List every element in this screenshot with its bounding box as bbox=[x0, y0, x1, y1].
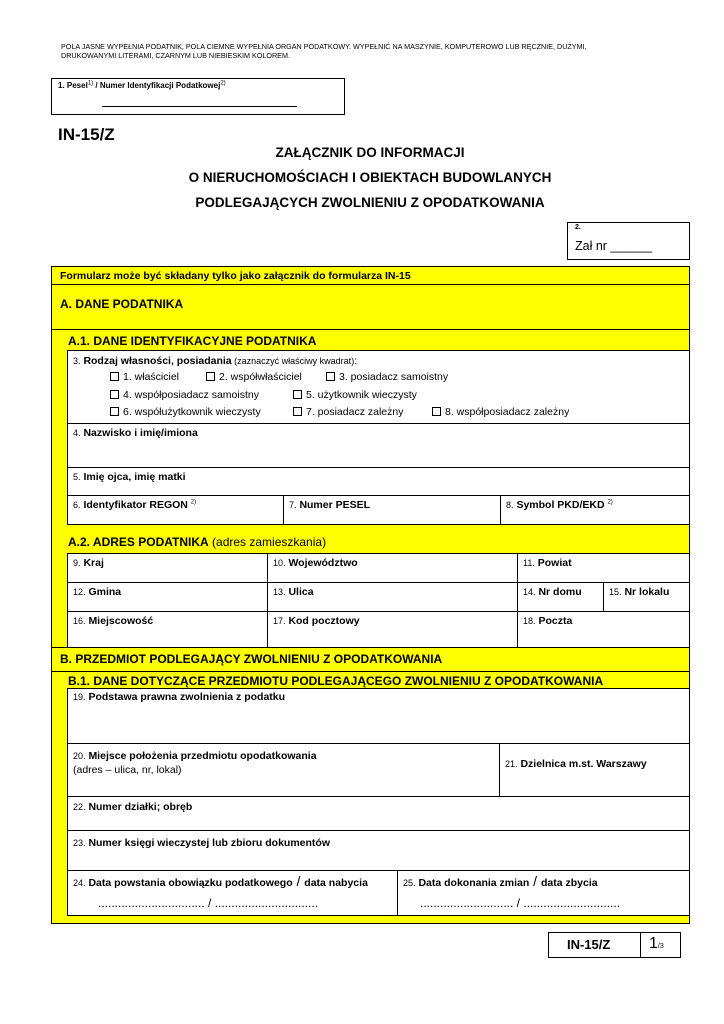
checkbox-icon[interactable] bbox=[110, 407, 119, 416]
option-independent-possessor[interactable]: 3. posiadacz samoistny bbox=[326, 371, 448, 383]
option-perpetual-user[interactable]: 5. użytkownik wieczysty bbox=[293, 389, 417, 401]
section-b1-title: B.1. DANE DOTYCZĄCE PRZEDMIOTU PODLEGAJĄCEGO ZWOLNIENIU Z OPODATKOWANIA bbox=[68, 674, 604, 688]
locality-field[interactable]: 16. Miejscowość bbox=[67, 611, 268, 648]
property-location-field[interactable]: 20. Miejsce położenia przedmiotu opodatkowania (adres – ulica, nr, lokal) bbox=[67, 743, 500, 797]
voivodeship-field[interactable]: 10. Województwo bbox=[267, 553, 518, 583]
apartment-number-field[interactable]: 15. Nr lokalu bbox=[603, 582, 690, 612]
pesel-label: 1. Pesel$^{1)}$ / Numer Identyfikacji Podatkowej$^{2)}$ bbox=[58, 80, 226, 90]
regon-field[interactable]: 6. Identyfikator REGON $^{2)}$ bbox=[67, 495, 284, 525]
checkbox-icon[interactable] bbox=[110, 390, 119, 399]
option-dependent-co-possessor[interactable]: 8. współposiadacz zależny bbox=[432, 406, 569, 418]
attachment-field-number: 2. bbox=[575, 224, 581, 231]
pkd-field[interactable]: 8. Symbol PKD/EKD $^{2)}$ bbox=[500, 495, 690, 525]
checkbox-icon[interactable] bbox=[293, 407, 302, 416]
checkbox-icon[interactable] bbox=[206, 372, 215, 381]
notice-bar bbox=[51, 266, 690, 285]
commune-field[interactable]: 12. Gmina bbox=[67, 582, 268, 612]
parents-names-field[interactable]: 5. Imię ojca, imię matki bbox=[67, 467, 690, 496]
checkbox-icon[interactable] bbox=[293, 390, 302, 399]
section-b-title: B. PRZEDMIOT PODLEGAJĄCY ZWOLNIENIU Z OPODATKOWANIA bbox=[60, 652, 443, 666]
ownership-type-field: 3. Rodzaj własności, posiadania (zaznaczyć właściwy kwadrat): 1. właściciel 2. współwłaściciel 3. posiadacz samoistny 4. współposiadacz samoistny 5. użytkownik wieczysty 6. współużytkownik wieczysty 7. posiadacz zależny 8. współposiadacz zależny bbox=[67, 350, 690, 424]
title-line-2: O NIERUCHOMOŚCIACH I OBIEKTACH BUDOWLANYCH bbox=[188, 170, 552, 185]
checkbox-icon[interactable] bbox=[110, 372, 119, 381]
checkbox-icon[interactable] bbox=[432, 407, 441, 416]
attachment-number-box[interactable] bbox=[567, 222, 690, 260]
county-field[interactable]: 11. Powiat bbox=[517, 553, 690, 583]
surname-names-field[interactable]: 4. Nazwisko i imię/imiona bbox=[67, 423, 690, 468]
section-a-title: A. DANE PODATNIKA bbox=[60, 297, 184, 311]
footer-page-box bbox=[548, 932, 681, 958]
title-line-3: PODLEGAJĄCYCH ZWOLNIENIU Z OPODATKOWANIA bbox=[195, 195, 545, 210]
section-b-header bbox=[51, 647, 690, 672]
instructions: POLA JASNE WYPEŁNIA PODATNIK, POLA CIEMNE WYPEŁNIA ORGAN PODATKOWY. WYPEŁNIĆ NA MASZYNIE, KOMPUTEROWO LUB RĘCZNIE, DUŻYMI, DRUKOWANYMI LITERAMI, CZARNYM LUB NIEBIESKIM KOLOREM. bbox=[61, 42, 587, 60]
section-a1-title: A.1. DANE IDENTYFIKACYJNE PODATNIKA bbox=[68, 334, 317, 348]
option-owner[interactable]: 1. właściciel bbox=[110, 371, 179, 383]
land-register-field[interactable]: 23. Numer księgi wieczystej lub zbioru dokumentów bbox=[67, 830, 690, 871]
house-number-field[interactable]: 14. Nr domu bbox=[517, 582, 604, 612]
street-field[interactable]: 13. Ulica bbox=[267, 582, 518, 612]
option-dependent-possessor[interactable]: 7. posiadacz zależny bbox=[293, 406, 403, 418]
postal-code-field[interactable]: 17. Kod pocztowy bbox=[267, 611, 518, 648]
option-independent-co-possessor[interactable]: 4. współposiadacz samoistny bbox=[110, 389, 259, 401]
option-co-owner[interactable]: 2. współwłaściciel bbox=[206, 371, 302, 383]
title-line-1: ZAŁĄCZNIK DO INFORMACJI bbox=[275, 145, 465, 160]
change-date-field[interactable]: 25. Data dokonania zmian / data zbycia ............................ / ............................. bbox=[397, 870, 690, 916]
warsaw-district-field[interactable]: 21. Dzielnica m.st. Warszawy bbox=[499, 743, 690, 797]
attachment-label: Zał nr ______ bbox=[575, 239, 653, 253]
pesel-field[interactable]: 7. Numer PESEL bbox=[283, 495, 501, 525]
form-code: IN-15/Z bbox=[58, 125, 115, 144]
post-office-field[interactable]: 18. Poczta bbox=[517, 611, 690, 648]
checkbox-icon[interactable] bbox=[326, 372, 335, 381]
country-field[interactable]: 9. Kraj bbox=[67, 553, 268, 583]
legal-basis-field[interactable]: 19. Podstawa prawna zwolnienia z podatku bbox=[67, 688, 690, 744]
section-a-header bbox=[51, 284, 690, 330]
option-perpetual-co-user[interactable]: 6. współużytkownik wieczysty bbox=[110, 406, 261, 418]
section-a2-title: A.2. ADRES PODATNIKA (adres zamieszkania) bbox=[68, 535, 327, 549]
pesel-input[interactable] bbox=[102, 106, 297, 107]
footer-form-code: IN-15/Z bbox=[567, 937, 611, 952]
notice-text: Formularz może być składany tylko jako załącznik do formularza IN-15 bbox=[60, 270, 411, 282]
plot-number-field[interactable]: 22. Numer działki; obręb bbox=[67, 796, 690, 831]
obligation-date-field[interactable]: 24. Data powstania obowiązku podatkowego / data nabycia ................................ / ............................... bbox=[67, 870, 398, 916]
footer-page-number: 1/3 bbox=[649, 935, 664, 952]
pesel-nip-box bbox=[51, 78, 345, 115]
